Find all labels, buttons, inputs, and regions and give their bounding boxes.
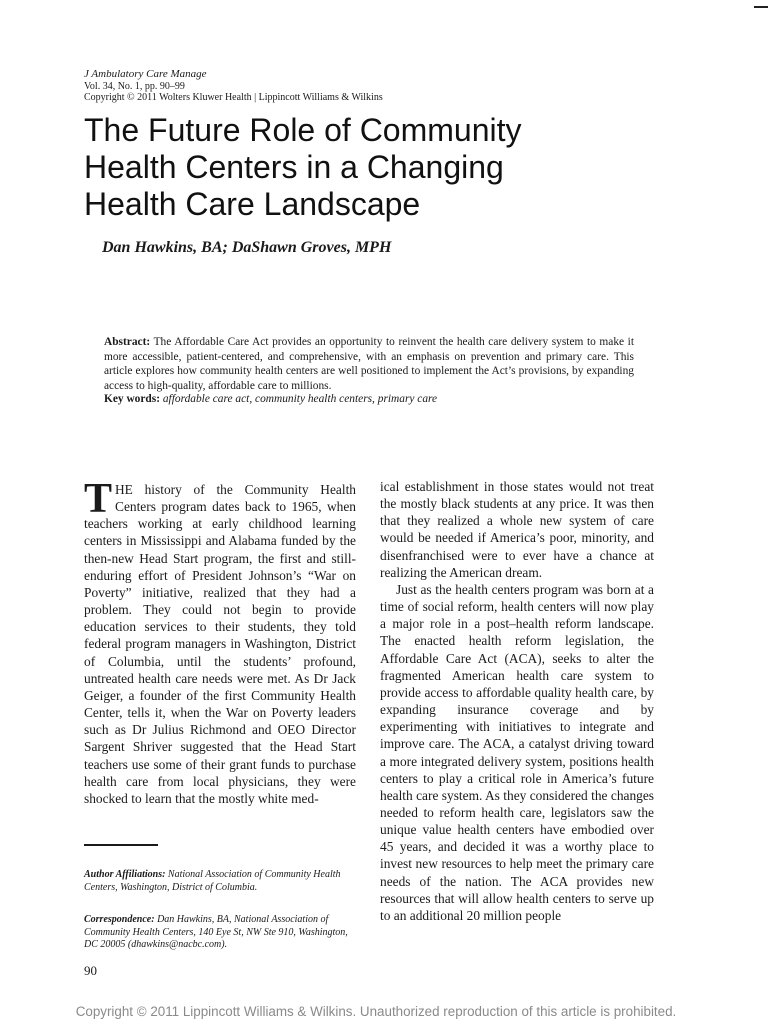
affiliations-text: National Association of Community Health Centers, Washington, District of Columbia. (84, 869, 341, 893)
body-right-column (380, 478, 654, 924)
article-authors: Dan Hawkins, BA; DaShawn Groves, MPH (102, 239, 392, 256)
keywords-text: affordable care act, community health centers, primary care (162, 393, 438, 405)
journal-volume: Vol. 34, No. 1, pp. 90–99 (84, 81, 185, 92)
author-affiliations (84, 869, 356, 894)
body-left-column (84, 476, 356, 807)
abstract (104, 335, 634, 393)
footnote-rule (84, 844, 158, 846)
corner-mark (754, 6, 768, 8)
body-text: HE history of the Community Health Centers program dates back to 1965, when teachers working at early childhood learning centers in Mississippi and Alabama funded by the then-new Head Start program, the first and still-enduring effort of President Johnson’s “War on Poverty” initiative, realized that they had a problem. They could not begin to provide education services to their students, they told federal program managers in Washington, District of Columbia, until the students’ profound, untreated health care needs were met. As Dr Jack Geiger, a founder of the first Community Health Center, tells it, when the War on Poverty leaders such as Dr Julius Richmond and OEO Director Sargent Shriver suggested that the Head Start teachers use some of their grant funds to purchase health care from local physicians, they were shocked to learn that the mostly white med- (84, 482, 356, 806)
abstract-text: The Affordable Care Act provides an opportunity to reinvent the health care delivery system to make it more accessible, patient-centered, and comprehensive, with an emphasis on prevention and primary care. This article explores how community health centers are well positioned to implement the Act’s provisions, by expanding access to high-quality, affordable care to millions. (104, 336, 634, 392)
article-title (84, 112, 604, 223)
journal-name: J Ambulatory Care Manage (84, 68, 207, 80)
title-line: Health Centers in a Changing (84, 149, 504, 185)
journal-header (84, 68, 604, 103)
correspondence (84, 914, 356, 952)
journal-copyright: Copyright © 2011 Wolters Kluwer Health | Lippincott Williams & Wilkins (84, 92, 383, 103)
affiliations-label: Author Affiliations: (84, 869, 166, 880)
keywords (104, 392, 634, 407)
correspondence-text: Dan Hawkins, BA, National Association of Community Health Centers, 140 Eye St, NW Ste 910, Washington, DC 20005 (dhawkins@nacbc.com). (84, 914, 348, 951)
title-line: Health Care Landscape (84, 186, 421, 222)
correspondence-label: Correspondence: (84, 914, 155, 925)
keywords-label: Key words: (104, 393, 160, 405)
copyright-footer: Copyright © 2011 Lippincott Williams & Wilkins. Unauthorized reproduction of this article is prohibited. (75, 1004, 677, 1019)
title-line: The Future Role of Community (84, 112, 522, 148)
body-paragraph (84, 476, 356, 807)
abstract-label: Abstract: (104, 336, 151, 348)
drop-cap: T (84, 476, 113, 522)
body-paragraph: Just as the health centers program was born at a time of social reform, health centers will now play a major role in a post–health reform landscape. The enacted health reform legislation, the Affordable Care Act (ACA), seeks to alter the fragmented American health care system to provide access to affordable quality health care, by expanding insurance coverage and by experimenting with initiatives to integrate and improve care. The ACA, a catalyst driving toward a more integrated delivery system, positions health centers to play a critical role in America’s future health care system. As they considered the changes needed to reform health care, legislators saw the unique value health centers have embodied over 45 years, and decided it was a worthy place to invest new resources to help meet the primary care needs of the nation. The ACA provides new resources that will allow health centers to serve up to an additional 20 million people (380, 581, 654, 923)
page-number: 90 (84, 963, 97, 978)
body-paragraph: ical establishment in those states would not treat the mostly black students at any price. It was then that they realized a whole new system of care would be needed if America’s poor, minority, and disenfranchised were to ever have a chance at realizing the American dream. (380, 479, 654, 580)
